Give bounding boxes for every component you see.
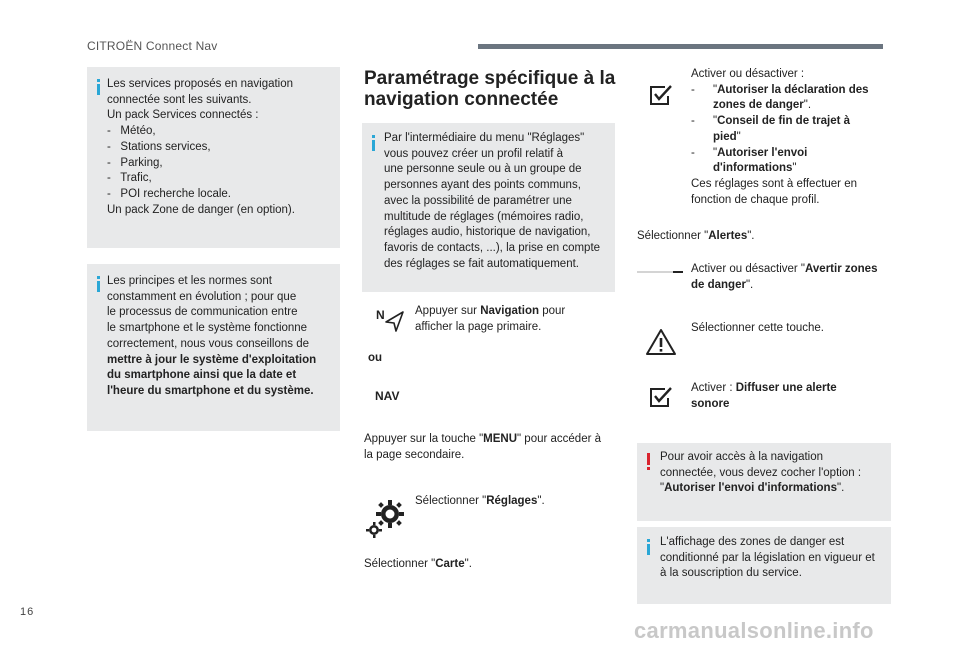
- text-fragment: " pour accéder à: [517, 433, 602, 445]
- select-carte-text: [364, 557, 472, 573]
- bold-term: MENU: [483, 433, 518, 445]
- list-item: - POI recherche locale.: [107, 187, 231, 200]
- text-line: Par l'intermédiaire du menu "Réglages": [384, 132, 585, 144]
- text-line: vous pouvez créer un profil relatif à: [384, 147, 563, 160]
- text-fragment: Appuyer sur: [415, 305, 481, 317]
- access-warning-text: [660, 450, 861, 497]
- bold-term: pied: [713, 130, 737, 143]
- text-line: Un pack Zone de danger (en option).: [107, 203, 295, 216]
- text-line: réglages audio, historique de navigation,: [384, 226, 591, 239]
- text-line: constamment en évolution ; pour que: [107, 290, 297, 303]
- ou-label: ou: [368, 352, 383, 364]
- text-line: L'affichage des zones de danger est: [660, 536, 845, 548]
- info-icon: [647, 539, 650, 553]
- text-line: le smartphone et le système fonctionne: [107, 322, 308, 335]
- text-line: favoris de contacts, ...), la prise en compte: [384, 241, 601, 254]
- toggle-line-icon: [637, 268, 683, 276]
- smartphone-text: [107, 274, 316, 400]
- bold-term: de danger: [691, 278, 746, 291]
- text-line: avec la possibilité de paramétrer une: [384, 194, 572, 207]
- text-fragment: ".: [745, 278, 754, 291]
- text-fragment: ": [713, 115, 718, 128]
- avertir-text: [691, 262, 877, 293]
- header-bar: [478, 44, 883, 49]
- section-heading: [364, 68, 615, 110]
- watermark: carmanualsonline.info: [634, 618, 874, 643]
- bold-line: du smartphone ainsi que la date et: [107, 369, 297, 382]
- text-line: multitude de réglages (mémoires radio,: [384, 210, 584, 223]
- page-number: 16: [20, 606, 35, 618]
- text-fragment: ": [660, 482, 665, 495]
- bold-term: sonore: [691, 397, 730, 410]
- text-fragment: Activer :: [691, 382, 736, 394]
- warning-triangle-icon: [645, 328, 677, 356]
- list-item: - Météo,: [107, 125, 156, 138]
- list-item: - Stations services,: [107, 140, 211, 153]
- bold-term: Carte: [435, 558, 465, 570]
- reglages-text: [384, 131, 600, 272]
- heading-line: navigation connectée: [364, 89, 559, 110]
- heading-line: Paramétrage spécifique à la: [364, 68, 616, 89]
- text-fragment: ": [713, 83, 718, 96]
- info-box-reglages: [362, 123, 615, 292]
- info-box-smartphone: [87, 264, 340, 431]
- warning-box-access: [637, 443, 891, 521]
- info-icon: [97, 276, 100, 290]
- bold-line: l'heure du smartphone et du système.: [107, 384, 314, 397]
- bold-term: Autoriser la déclaration des: [717, 83, 869, 96]
- text-fragment: ".: [537, 495, 545, 507]
- text-fragment: Appuyer sur la touche ": [364, 433, 484, 445]
- settings-gears-icon: [364, 496, 408, 540]
- checkbox-checked-icon: [649, 84, 673, 106]
- diffuser-text: [691, 381, 837, 412]
- text-line: des réglages se fait automatiquement.: [384, 257, 579, 270]
- list-dash: -: [691, 83, 695, 96]
- text-fragment: ": [792, 162, 797, 175]
- text-line: fonction de chaque profil.: [691, 193, 820, 206]
- activate-options: [691, 67, 869, 208]
- select-reglages-text: [415, 494, 545, 510]
- select-alertes-text: [637, 229, 755, 245]
- bold-term: Autoriser l'envoi: [717, 146, 808, 159]
- info-icon: [372, 135, 375, 149]
- bold-term: Réglages: [486, 495, 538, 507]
- bold-term: Alertes: [708, 230, 748, 242]
- warning-icon: [647, 453, 650, 471]
- bold-term: zones de danger: [713, 99, 804, 112]
- legislation-text: [660, 535, 875, 582]
- navigation-arrow-icon: [376, 308, 406, 334]
- text-fragment: ".: [836, 482, 845, 495]
- list-dash: -: [691, 115, 695, 128]
- text-fragment: Activer ou désactiver ": [691, 263, 806, 275]
- text-fragment: ".: [747, 230, 755, 242]
- select-key-text: Sélectionner cette touche.: [691, 322, 824, 334]
- bold-term: Autoriser l'envoi d'informations: [664, 482, 837, 495]
- bold-term: Avertir zones: [805, 263, 878, 275]
- text-fragment: Sélectionner ": [364, 558, 436, 570]
- list-dash: -: [691, 146, 695, 159]
- text-line: Les services proposés en navigation: [107, 78, 294, 90]
- info-box-legislation: [637, 527, 891, 604]
- info-icon: [97, 79, 100, 93]
- text-fragment: Sélectionner ": [415, 495, 487, 507]
- text-line: connectée, vous devez cocher l'option :: [660, 466, 862, 479]
- text-fragment: pour: [539, 305, 566, 317]
- bold-term: Navigation: [480, 305, 539, 317]
- press-navigation-text: [415, 304, 565, 335]
- text-line: personnes ayant des points communs,: [384, 179, 581, 192]
- text-fragment: Sélectionner ": [637, 230, 709, 242]
- text-line: connectée sont les suivants.: [107, 93, 252, 106]
- bold-term: Conseil de fin de trajet à: [717, 115, 851, 128]
- text-line: à la souscription du service.: [660, 567, 802, 580]
- text-fragment: ".: [803, 99, 812, 112]
- bold-term: d'informations: [713, 162, 793, 175]
- text-line: afficher la page primaire.: [415, 320, 542, 333]
- text-fragment: ": [736, 130, 741, 143]
- info-box-services: [87, 67, 340, 248]
- nav-key-label: NAV: [375, 389, 400, 403]
- text-line: conditionné par la législation en vigueur et: [660, 551, 875, 564]
- text-line: Ces réglages sont à effectuer en: [691, 177, 858, 190]
- text-line: Pour avoir accès à la navigation: [660, 451, 824, 463]
- list-item: - Trafic,: [107, 172, 152, 185]
- nav-north-letter: N: [376, 308, 385, 322]
- running-header: CITROËN Connect Nav: [87, 39, 218, 53]
- text-line: la page secondaire.: [364, 448, 465, 461]
- services-text: [107, 77, 295, 218]
- text-line: Un pack Services connectés :: [107, 109, 259, 122]
- list-item: - Parking,: [107, 156, 163, 169]
- bold-term: Diffuser une alerte: [735, 382, 837, 394]
- text-fragment: ": [713, 146, 718, 159]
- text-fragment: ".: [464, 558, 472, 570]
- text-line: le processus de communication entre: [107, 306, 298, 319]
- bold-line: mettre à jour le système d'exploitation: [107, 353, 317, 366]
- text-line: correctement, nous vous conseillons de: [107, 337, 309, 350]
- text-line: Activer ou désactiver :: [691, 68, 805, 80]
- checkbox-checked-icon: [649, 386, 673, 408]
- menu-text: [364, 432, 601, 463]
- text-line: une personne seule ou à un groupe de: [384, 163, 582, 176]
- text-line: Les principes et les normes sont: [107, 275, 272, 287]
